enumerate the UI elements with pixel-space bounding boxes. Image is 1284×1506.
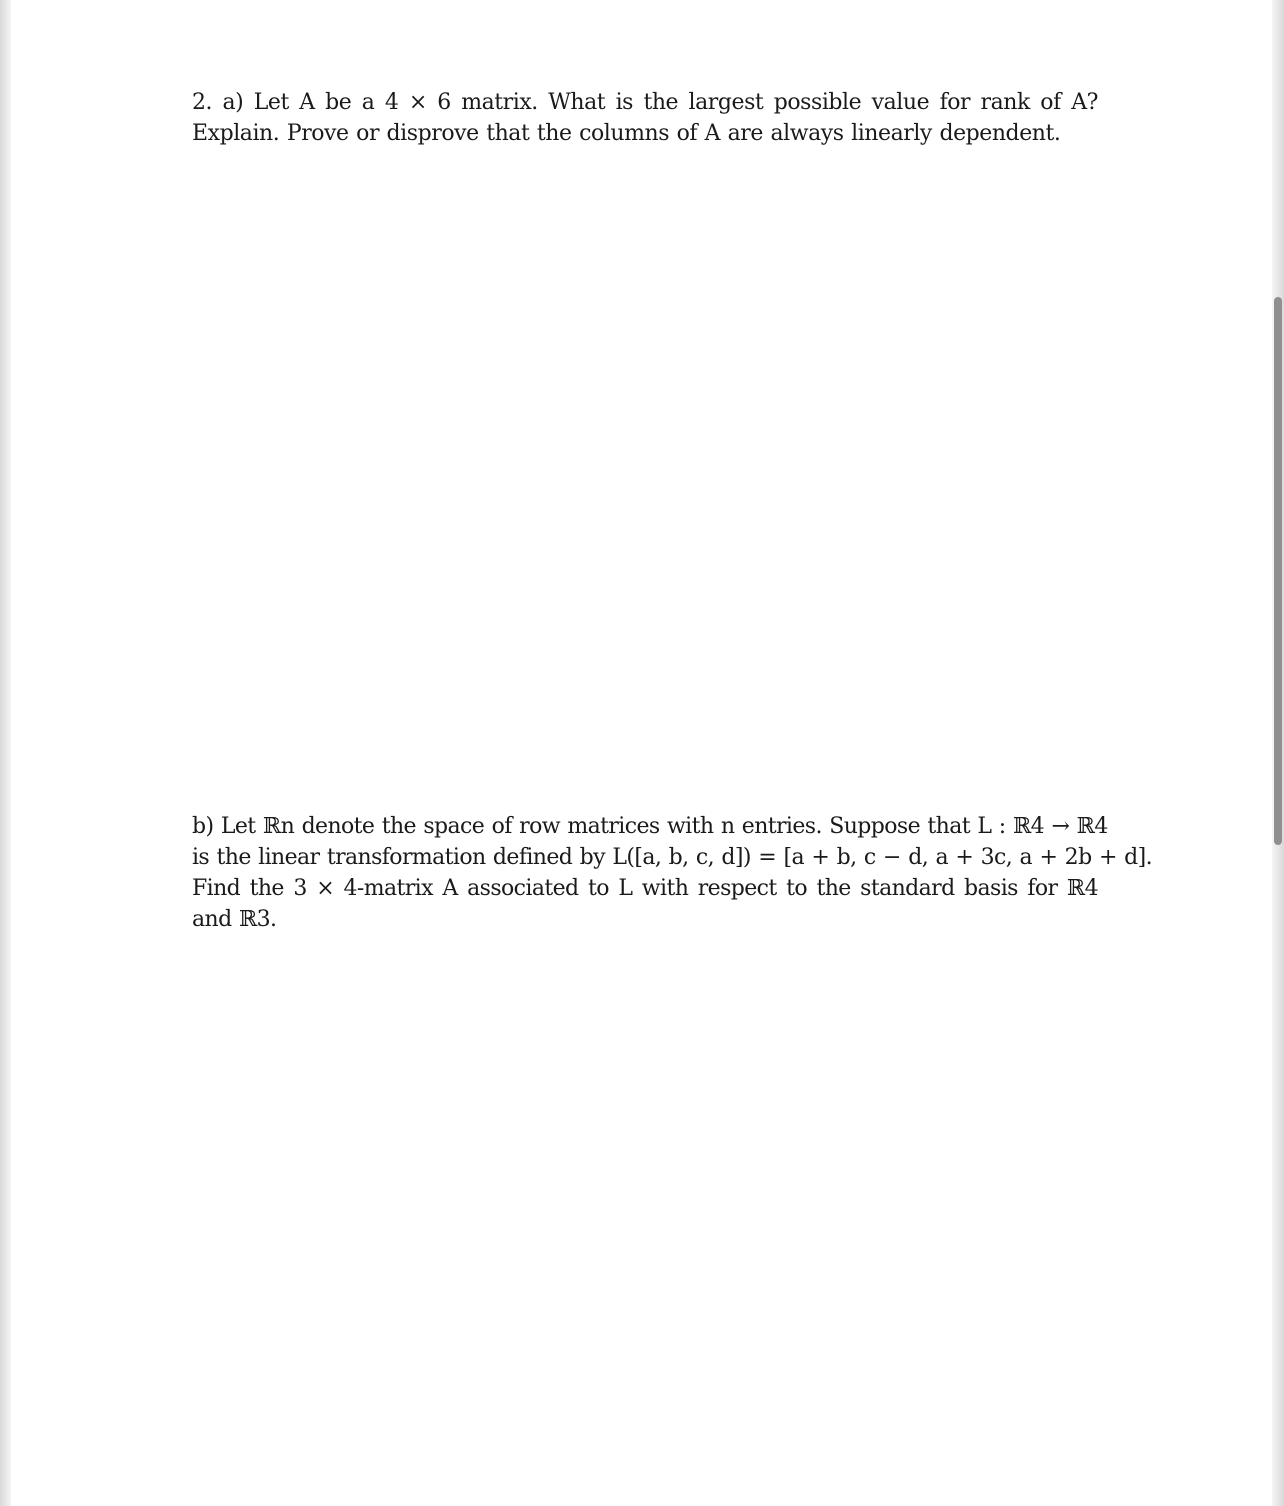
problem-2b-line-2: is the linear transformation defined by L([a, b, c, d]) = [a + b, c − d, a + 3c, a + 2b + d]. bbox=[192, 845, 1153, 870]
problem-2b-line-1: b) Let ℝn denote the space of row matrices with n entries. Suppose that L : ℝ4 → ℝ4 bbox=[192, 814, 1108, 839]
problem-2b-paragraph bbox=[192, 811, 1153, 935]
problem-2b-line-4: and ℝ3. bbox=[192, 907, 277, 932]
left-page-shadow bbox=[0, 0, 11, 1506]
problem-2a-paragraph bbox=[192, 87, 1098, 149]
problem-2b-line-3: Find the 3 × 4-matrix A associated to L with respect to the standard basis for ℝ4 bbox=[192, 876, 1098, 901]
problem-2a-line-2: Explain. Prove or disprove that the columns of A are always linearly dependent. bbox=[192, 121, 1061, 146]
problem-2a-line-1: 2. a) Let A be a 4 × 6 matrix. What is the largest possible value for rank of A? bbox=[192, 90, 1098, 115]
document-page bbox=[11, 0, 1272, 1506]
vertical-scrollbar[interactable] bbox=[1274, 297, 1282, 845]
